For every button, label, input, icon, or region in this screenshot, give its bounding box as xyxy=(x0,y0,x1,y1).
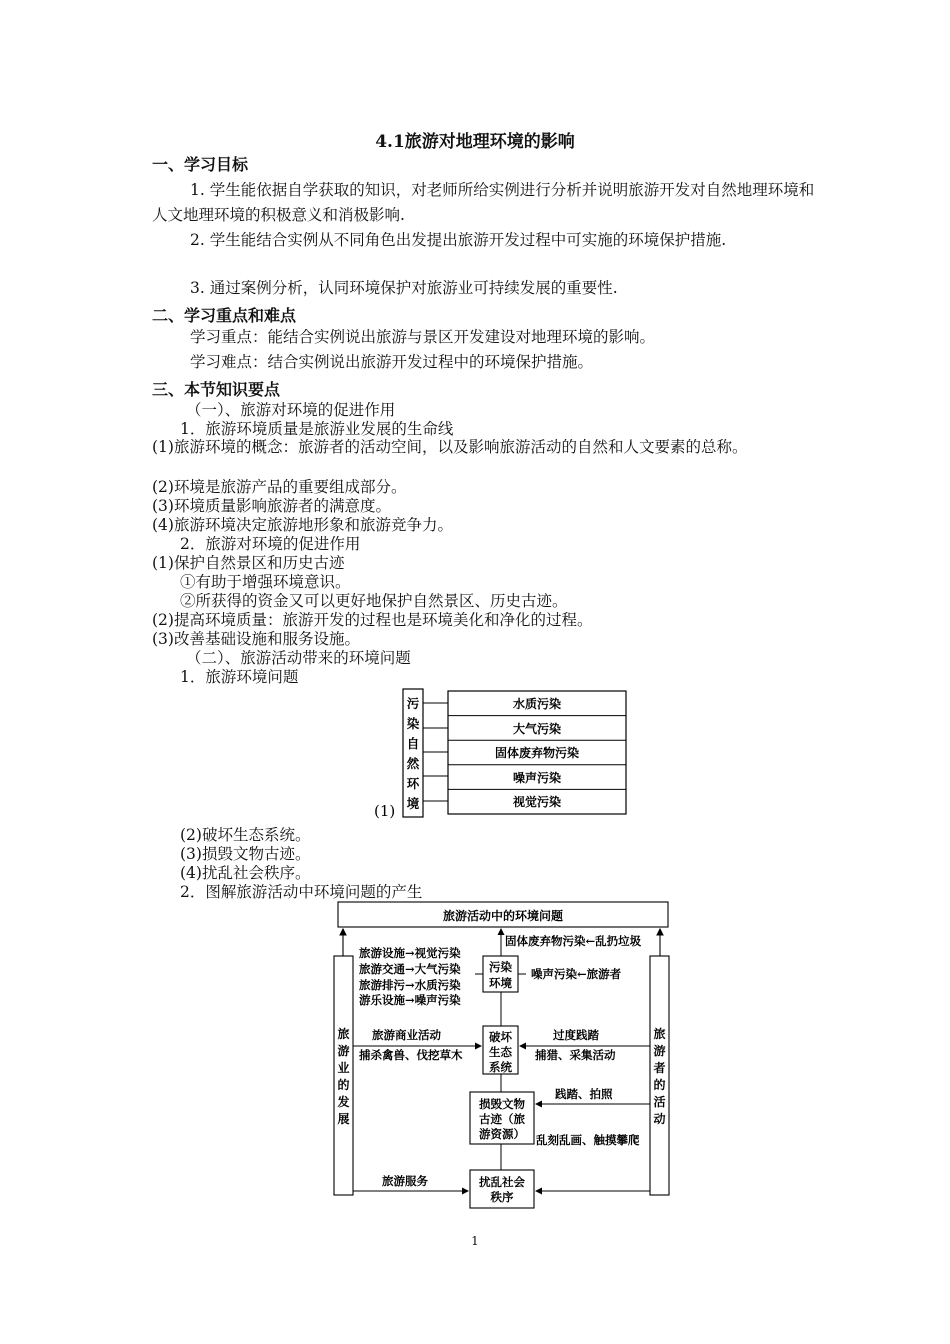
pollution-item: 噪声污染 xyxy=(512,771,562,785)
left-cause: 旅游服务 xyxy=(382,1174,428,1188)
center-box-ecosystem: 系统 xyxy=(489,1060,512,1074)
right-cause: 噪声污染←旅游者 xyxy=(531,967,622,981)
left-column-char: 展 xyxy=(337,1112,350,1126)
knowledge-line: ②所获得的资金又可以更好地保护自然景区、历史古迹。 xyxy=(180,592,568,610)
left-column-char: 业 xyxy=(337,1061,350,1075)
knowledge-line: 1．旅游环境问题 xyxy=(180,668,299,686)
right-column-char: 者 xyxy=(653,1061,666,1075)
center-box-ecosystem: 生态 xyxy=(489,1045,512,1059)
right-cause: 固体废弃物污染←乱扔垃圾 xyxy=(505,934,642,948)
left-cause: 旅游设施→视觉污染 xyxy=(359,946,461,960)
knowledge-line: ①有助于增强环境意识。 xyxy=(180,573,351,591)
knowledge-line: 1．旅游环境质量是旅游业发展的生命线 xyxy=(180,420,454,438)
left-cause: 旅游商业活动 xyxy=(372,1028,441,1042)
page-number: 1 xyxy=(471,1234,479,1248)
pollution-item: 大气污染 xyxy=(512,722,562,736)
section-heading-knowledge: 三、本节知识要点 xyxy=(152,380,281,399)
section-heading-focus: 二、学习重点和难点 xyxy=(152,306,297,325)
left-column-char: 发 xyxy=(337,1095,350,1109)
diagram-label: (1) xyxy=(374,802,396,820)
knowledge-line: (3)改善基础设施和服务设施。 xyxy=(152,630,360,648)
left-cause: 旅游排污→水质污染 xyxy=(359,978,461,992)
knowledge-line: (1)旅游环境的概念：旅游者的活动空间，以及影响旅游活动的自然和人文要素的总称。 xyxy=(152,438,748,456)
center-box-pollution: 污染 xyxy=(489,960,512,974)
goal-1: 1. 学生能依据自学获取的知识，对老师所给实例进行分析并说明旅游开发对自然地理环境和人文地理环境的积极意义和消极影响. xyxy=(152,181,815,224)
section-heading-goals: 一、学习目标 xyxy=(152,155,249,174)
goal-2: 2. 学生能结合实例从不同角色出发提出旅游开发过程中可实施的环境保护措施. xyxy=(190,231,727,249)
knowledge-line: (4)旅游环境决定旅游地形象和旅游竞争力。 xyxy=(152,516,453,534)
root-char: 然 xyxy=(406,756,420,771)
pollution-diagram xyxy=(370,686,635,822)
left-cause: 捕杀禽兽、伐挖草木 xyxy=(359,1048,463,1062)
center-box-order: 扰乱社会 xyxy=(479,1175,525,1189)
center-box-pollution: 环境 xyxy=(489,976,512,990)
diagram-top-title: 旅游活动中的环境问题 xyxy=(442,909,564,923)
knowledge-line: (4)扰乱社会秩序。 xyxy=(180,864,311,882)
right-column-char: 活 xyxy=(653,1095,666,1109)
left-column-char: 旅 xyxy=(337,1027,350,1041)
right-column-char: 游 xyxy=(653,1044,666,1058)
knowledge-line: (2)破坏生态系统。 xyxy=(180,826,311,844)
center-box-relics: 游资源） xyxy=(479,1127,525,1141)
right-column-char: 动 xyxy=(653,1112,666,1126)
knowledge-line: (1)保护自然景区和历史古迹 xyxy=(152,554,345,572)
root-char: 自 xyxy=(406,736,420,751)
root-char: 染 xyxy=(406,716,420,731)
right-cause: 践踏、拍照 xyxy=(555,1087,613,1101)
knowledge-line: (2)提高环境质量：旅游开发的过程也是环境美化和净化的过程。 xyxy=(152,611,593,629)
environment-problem-diagram xyxy=(330,898,675,1213)
knowledge-line: (3)损毁文物古迹。 xyxy=(180,845,311,863)
left-column-char: 游 xyxy=(337,1044,350,1058)
pollution-item: 水质污染 xyxy=(512,697,562,711)
center-box-ecosystem: 破坏 xyxy=(489,1030,512,1044)
focus-point: 学习重点：能结合实例说出旅游与景区开发建设对地理环境的影响。 xyxy=(190,328,656,346)
center-box-relics: 损毁文物 xyxy=(479,1097,525,1111)
root-char: 污 xyxy=(406,696,420,711)
left-cause: 旅游交通→大气污染 xyxy=(359,962,461,976)
knowledge-line: (3)环境质量影响旅游者的满意度。 xyxy=(152,497,391,515)
pollution-item: 视觉污染 xyxy=(512,795,562,809)
right-cause: 乱刻乱画、触摸攀爬 xyxy=(536,1133,640,1147)
subsection-2: （二）、旅游活动带来的环境问题 xyxy=(186,649,411,667)
subsection-1: （一）、旅游对环境的促进作用 xyxy=(186,401,396,419)
left-column-char: 的 xyxy=(337,1078,350,1092)
page-title: 4.1旅游对地理环境的影响 xyxy=(375,132,575,152)
right-cause: 过度践踏 xyxy=(553,1028,599,1042)
knowledge-line: (2)环境是旅游产品的重要组成部分。 xyxy=(152,478,407,496)
right-cause: 捕猎、采集活动 xyxy=(535,1048,616,1062)
center-box-relics: 古迹（旅 xyxy=(479,1112,525,1126)
center-box-order: 秩序 xyxy=(490,1190,514,1204)
knowledge-line: 2．图解旅游活动中环境问题的产生 xyxy=(180,883,423,901)
right-column-char: 旅 xyxy=(653,1027,666,1041)
right-column-char: 的 xyxy=(653,1078,666,1092)
goal-3: 3. 通过案例分析，认同环境保护对旅游业可持续发展的重要性. xyxy=(190,279,618,297)
difficulty-point: 学习难点：结合实例说出旅游开发过程中的环境保护措施。 xyxy=(190,353,594,371)
pollution-item: 固体废弃物污染 xyxy=(494,746,580,760)
left-cause: 游乐设施→噪声污染 xyxy=(359,993,461,1007)
root-char: 环 xyxy=(406,776,420,791)
root-char: 境 xyxy=(406,796,420,811)
knowledge-line: 2．旅游对环境的促进作用 xyxy=(180,535,361,553)
